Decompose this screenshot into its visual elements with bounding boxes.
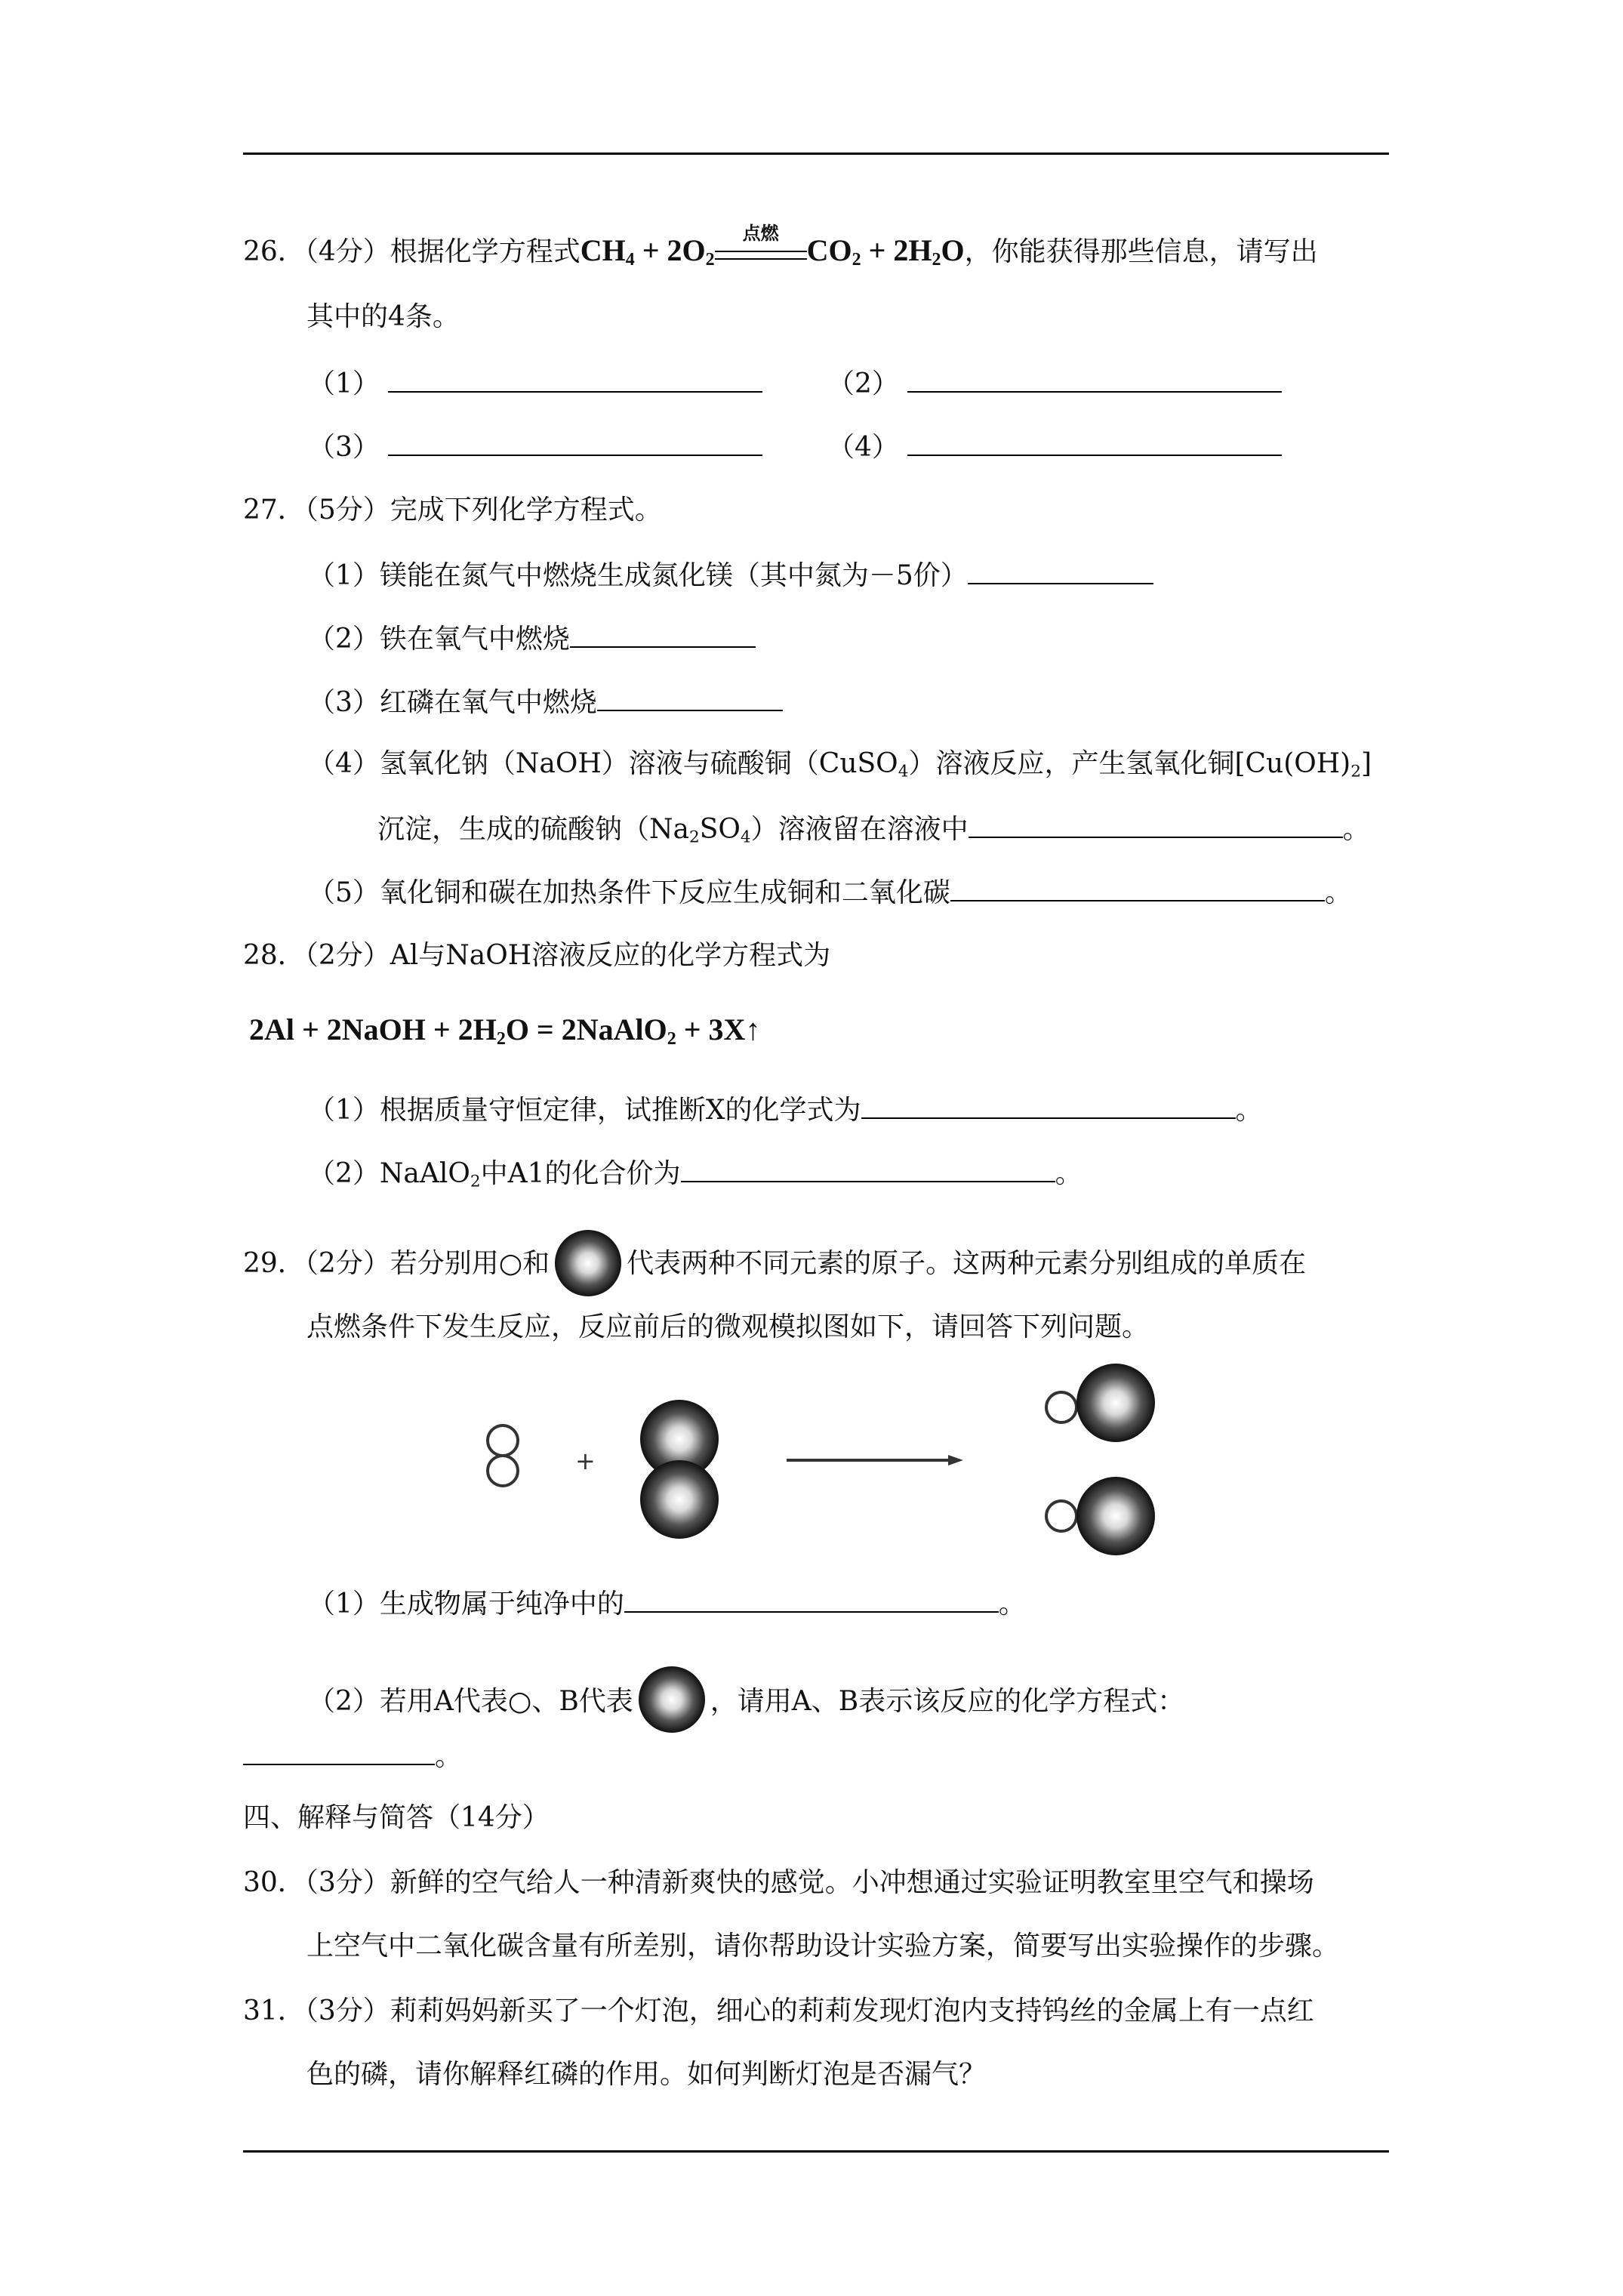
answer-blank[interactable] <box>950 874 1325 901</box>
light-atom-icon <box>1046 1501 1076 1531</box>
gas-arrow-icon: ↑ <box>745 1012 761 1046</box>
answer-blank[interactable] <box>243 1738 435 1765</box>
product-molecule-1 <box>1046 1364 1155 1442</box>
reactant-light-molecule <box>488 1425 518 1486</box>
q26-item4: （4） <box>827 429 1282 464</box>
q29-item2-answer: 。 <box>243 1738 462 1774</box>
q30-line2: 上空气中二氧化碳含量有所差别，请你帮助设计实验方案，简要写出实验操作的步骤。 <box>306 1931 1340 1962</box>
q27-item4-line1: （4）氢氧化钠（NaOH）溶液与硫酸铜（CuSO$_4$）溶液反应，产生氢氧化铜$[Cu(OH)_2]$ <box>308 748 1372 781</box>
q31-line2: 色的磷，请你解释红磷的作用。如何判断灯泡是否漏气？ <box>306 2059 987 2090</box>
q26-item1: （1） <box>308 365 762 401</box>
answer-blank[interactable] <box>388 365 762 393</box>
q26-equation: $CH_4 + 2O_2$ 点燃 $CO_2 + 2H_2O$ <box>580 223 965 270</box>
q31-line1: 31．（3分）莉莉妈妈新买了一个灯泡，细心的莉莉发现灯泡内支持钨丝的金属上有一点红 <box>243 1996 1314 2026</box>
answer-blank[interactable] <box>570 621 756 648</box>
q26-number: 26． <box>243 236 305 267</box>
q29-item2: （2）若用A代表○、B代表 ，请用A、B表示该反应的化学方程式： <box>308 1685 1184 1718</box>
answer-blank[interactable] <box>597 684 783 711</box>
q30-line1: 30．（3分）新鲜的空气给人一种清新爽快的感觉。小冲想通过实验证明教室里空气和操场 <box>243 1867 1314 1898</box>
dark-atom-icon <box>640 1460 719 1539</box>
q26-line2: 其中的4条。 <box>306 301 460 332</box>
answer-blank[interactable] <box>388 429 762 456</box>
answer-blank[interactable] <box>907 365 1282 393</box>
answer-blank[interactable] <box>969 811 1343 838</box>
q27-item5: （5）氧化铜和碳在加热条件下反应生成铜和二氧化碳 。 <box>308 874 1352 910</box>
light-atom-icon <box>488 1425 518 1456</box>
q27-item2: （2）铁在氧气中燃烧 <box>308 621 756 656</box>
footer-rule <box>243 2150 1389 2153</box>
reactant-dark-molecule <box>640 1400 719 1539</box>
answer-blank[interactable] <box>624 1586 999 1613</box>
q28-item2: （2）NaAlO$_2$中A1的化合价为 。 <box>308 1155 1083 1191</box>
q26-item2: （2） <box>827 365 1282 401</box>
q27-stem: 27．（5分）完成下列化学方程式。 <box>243 495 662 525</box>
dark-atom-icon <box>635 1663 709 1736</box>
reaction-arrow-icon <box>787 1455 963 1465</box>
q26-stem-before: （4分）根据化学方程式 <box>304 236 581 267</box>
light-atom-icon <box>1046 1392 1076 1422</box>
q26-line1 <box>243 223 1318 270</box>
header-rule <box>243 153 1389 155</box>
dark-atom-icon <box>1076 1364 1155 1442</box>
q29-line2: 点燃条件下发生反应，反应前后的微观模拟图如下，请回答下列问题。 <box>306 1311 1150 1342</box>
q28-stem: 28．（2分）Al与NaOH溶液反应的化学方程式为 <box>243 940 831 971</box>
answer-blank[interactable] <box>968 557 1153 584</box>
reaction-micro-diagram <box>453 1356 1178 1575</box>
light-atom-icon <box>488 1456 518 1486</box>
q28-equation: 2Al + 2NaOH + $2H_2O$ = 2NaAlO$_2$ + 3X↑ <box>249 1012 761 1049</box>
answer-blank[interactable] <box>861 1092 1236 1119</box>
product-molecule-2 <box>1046 1477 1155 1555</box>
dark-atom-icon <box>551 1227 625 1299</box>
section4-title: 四、解释与简答（14分） <box>243 1802 550 1833</box>
dark-atom-icon <box>1076 1477 1155 1555</box>
answer-blank[interactable] <box>907 429 1282 456</box>
q27-item3: （3）红磷在氧气中燃烧 <box>308 684 783 720</box>
reaction-condition: 点燃 <box>715 248 807 260</box>
q26-stem-after: ，你能获得那些信息，请写出 <box>964 236 1318 267</box>
q29-item1: （1）生成物属于纯净中的 。 <box>308 1586 1026 1621</box>
q29-line1: 29．（2分）若分别用○和 代表两种不同元素的原子。这两种元素分别组成的单质在 <box>243 1247 1306 1281</box>
plus-sign: + <box>575 1447 596 1475</box>
answer-blank[interactable] <box>681 1155 1055 1182</box>
q26-item3: （3） <box>308 429 762 464</box>
q27-item1: （1）镁能在氮气中燃烧生成氮化镁（其中氮为－5价） <box>308 557 1153 593</box>
q28-item1: （1）根据质量守恒定律，试推断X的化学式为 。 <box>308 1092 1263 1127</box>
q27-item4-line2: 沉淀，生成的硫酸钠$(Na_2SO_4)$溶液留在溶液中 。 <box>377 811 1370 846</box>
